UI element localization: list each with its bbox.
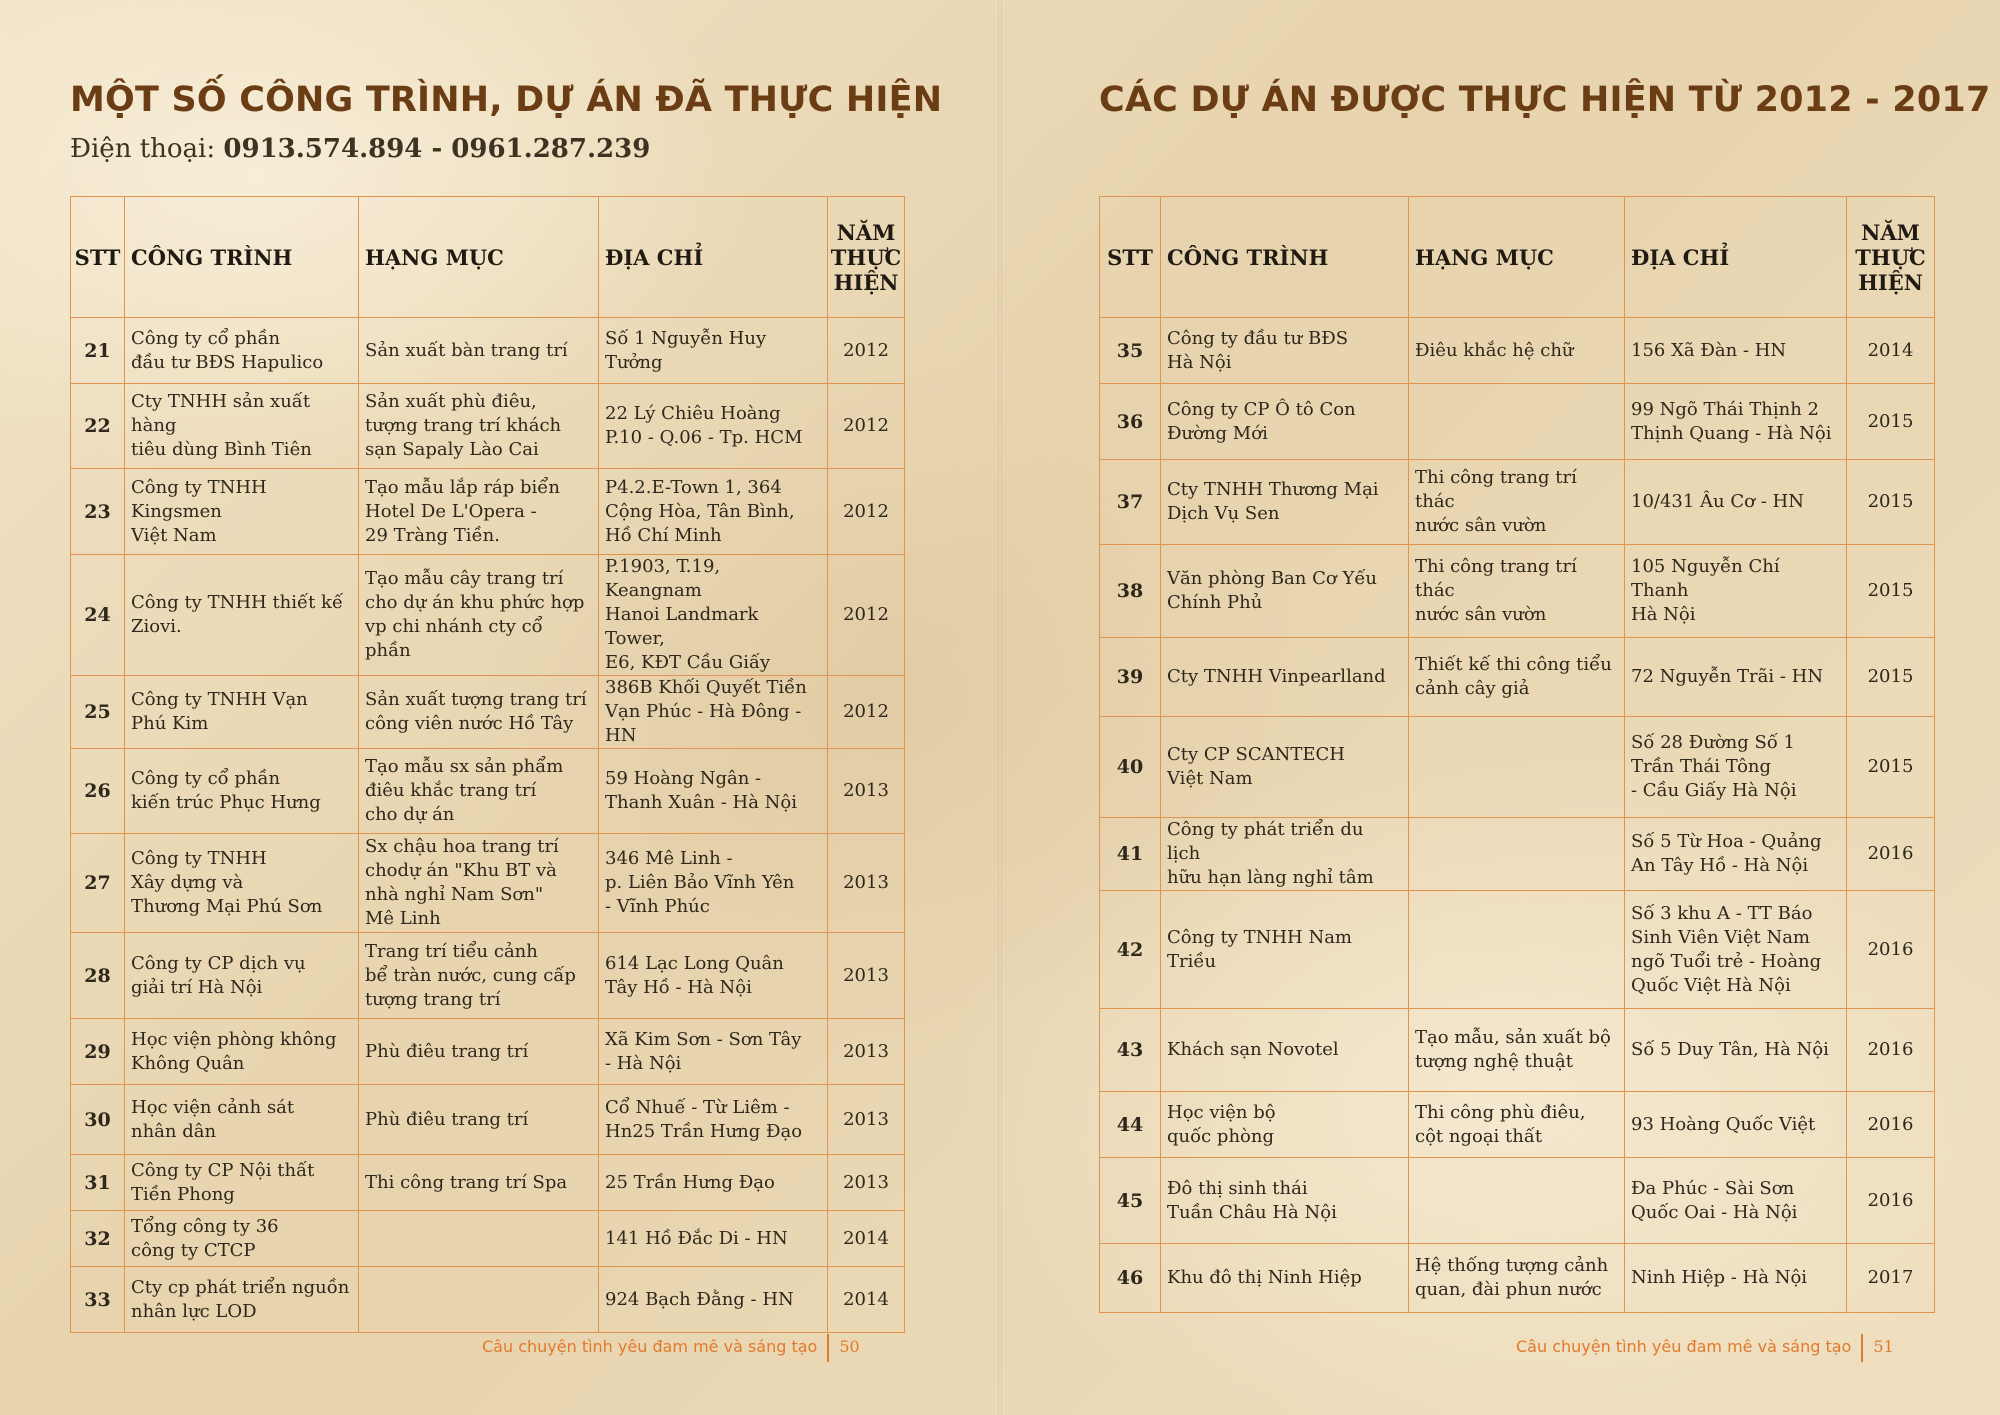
cell-dia-chi: 10/431 Âu Cơ - HN (1625, 460, 1847, 545)
cell-stt: 39 (1100, 638, 1161, 717)
cell-stt: 25 (71, 676, 125, 749)
cell-nam: 2013 (828, 1019, 905, 1085)
cell-cong-trinh: Cty TNHH Vinpearlland (1161, 638, 1409, 717)
cell-cong-trinh: Cty TNHH sản xuất hàng tiêu dùng Bình Tiên (125, 384, 359, 469)
table-header-row (1100, 197, 1935, 318)
table-row (1100, 318, 1935, 384)
cell-hang-muc (359, 1211, 599, 1267)
header-nam-thuc-hien: NĂM THỰC HIỆN (1847, 197, 1935, 318)
cell-dia-chi: 59 Hoàng Ngân - Thanh Xuân - Hà Nội (599, 749, 828, 834)
footer-divider (827, 1334, 829, 1362)
cell-hang-muc: Tạo mẫu lắp ráp biển Hotel De L'Opera - 29 Tràng Tiền. (359, 469, 599, 555)
cell-nam: 2014 (828, 1267, 905, 1333)
cell-nam: 2013 (828, 749, 905, 834)
cell-cong-trinh: Công ty CP Nội thất Tiền Phong (125, 1155, 359, 1211)
cell-cong-trinh: Công ty TNHH Nam Triều (1161, 891, 1409, 1009)
cell-dia-chi: 105 Nguyễn Chí Thanh Hà Nội (1625, 545, 1847, 638)
cell-dia-chi: Số 5 Từ Hoa - Quảng An Tây Hồ - Hà Nội (1625, 818, 1847, 891)
cell-dia-chi: P4.2.E-Town 1, 364 Cộng Hòa, Tân Bình, Hồ Chí Minh (599, 469, 828, 555)
cell-cong-trinh: Khu đô thị Ninh Hiệp (1161, 1244, 1409, 1313)
cell-hang-muc (1409, 891, 1625, 1009)
cell-cong-trinh: Cty CP SCANTECH Việt Nam (1161, 717, 1409, 818)
cell-nam: 2014 (1847, 318, 1935, 384)
cell-nam: 2012 (828, 384, 905, 469)
cell-hang-muc: Trang trí tiểu cảnh bể tràn nước, cung cấp tượng trang trí (359, 933, 599, 1019)
table-row (1100, 545, 1935, 638)
cell-dia-chi: 924 Bạch Đằng - HN (599, 1267, 828, 1333)
header-dia-chi: ĐỊA CHỈ (599, 197, 828, 318)
cell-cong-trinh: Công ty cổ phần kiến trúc Phục Hưng (125, 749, 359, 834)
table-row (1100, 638, 1935, 717)
cell-cong-trinh: Công ty TNHH Vạn Phú Kim (125, 676, 359, 749)
cell-stt: 44 (1100, 1092, 1161, 1158)
cell-hang-muc: Thi công phù điêu, cột ngoại thất (1409, 1092, 1625, 1158)
cell-nam: 2013 (828, 1155, 905, 1211)
cell-cong-trinh: Công ty đầu tư BĐS Hà Nội (1161, 318, 1409, 384)
cell-stt: 38 (1100, 545, 1161, 638)
header-dia-chi: ĐỊA CHỈ (1625, 197, 1847, 318)
cell-hang-muc (1409, 1158, 1625, 1244)
right-page-title: CÁC DỰ ÁN ĐƯỢC THỰC HIỆN TỪ 2012 - 2017 (1099, 80, 1991, 120)
cell-dia-chi: P.1903, T.19, Keangnam Hanoi Landmark Tower, E6, KĐT Cầu Giấy (599, 555, 828, 676)
header-stt: STT (1100, 197, 1161, 318)
cell-cong-trinh: Công ty CP dịch vụ giải trí Hà Nội (125, 933, 359, 1019)
phone-line (70, 134, 650, 164)
header-stt: STT (71, 197, 125, 318)
cell-nam: 2016 (1847, 818, 1935, 891)
cell-cong-trinh: Công ty phát triển du lịch hữu hạn làng nghỉ tâm (1161, 818, 1409, 891)
right-table-body (1100, 318, 1935, 1313)
cell-stt: 23 (71, 469, 125, 555)
table-row (71, 318, 905, 384)
table-row (71, 834, 905, 933)
cell-hang-muc: Sản xuất bàn trang trí (359, 318, 599, 384)
cell-hang-muc: Tạo mẫu sx sản phẩm điêu khắc trang trí cho dự án (359, 749, 599, 834)
cell-stt: 36 (1100, 384, 1161, 460)
cell-hang-muc: Phù điêu trang trí (359, 1085, 599, 1155)
cell-nam: 2013 (828, 834, 905, 933)
cell-hang-muc (1409, 717, 1625, 818)
cell-stt: 29 (71, 1019, 125, 1085)
cell-stt: 31 (71, 1155, 125, 1211)
cell-nam: 2013 (828, 933, 905, 1019)
page-gutter (998, 0, 1002, 1415)
cell-stt: 22 (71, 384, 125, 469)
cell-hang-muc: Thi công trang trí Spa (359, 1155, 599, 1211)
header-hang-muc: HẠNG MỤC (359, 197, 599, 318)
cell-nam: 2015 (1847, 460, 1935, 545)
cell-nam: 2015 (1847, 717, 1935, 818)
cell-nam: 2016 (1847, 1158, 1935, 1244)
cell-cong-trinh: Công ty TNHH Kingsmen Việt Nam (125, 469, 359, 555)
cell-cong-trinh: Văn phòng Ban Cơ Yếu Chính Phủ (1161, 545, 1409, 638)
cell-dia-chi: Số 3 khu A - TT Báo Sinh Viên Việt Nam ngõ Tuổi trẻ - Hoàng Quốc Việt Hà Nội (1625, 891, 1847, 1009)
cell-hang-muc: Tạo mẫu, sản xuất bộ tượng nghệ thuật (1409, 1009, 1625, 1092)
table-row (1100, 460, 1935, 545)
cell-stt: 37 (1100, 460, 1161, 545)
cell-cong-trinh: Khách sạn Novotel (1161, 1009, 1409, 1092)
cell-dia-chi: 25 Trần Hưng Đạo (599, 1155, 828, 1211)
cell-cong-trinh: Học viện phòng không Không Quân (125, 1019, 359, 1085)
table-row (1100, 1158, 1935, 1244)
cell-hang-muc: Sx chậu hoa trang trí chodự án "Khu BT và nhà nghỉ Nam Sơn" Mê Linh (359, 834, 599, 933)
cell-dia-chi: 614 Lạc Long Quân Tây Hồ - Hà Nội (599, 933, 828, 1019)
table-row (71, 469, 905, 555)
table-row (71, 1211, 905, 1267)
table-row (71, 1019, 905, 1085)
cell-dia-chi: 386B Khối Quyết Tiền Vạn Phúc - Hà Đông - HN (599, 676, 828, 749)
footer-divider (1861, 1334, 1863, 1362)
cell-nam: 2012 (828, 469, 905, 555)
cell-cong-trinh: Cty TNHH Thương Mại Dịch Vụ Sen (1161, 460, 1409, 545)
footer-tagline: Câu chuyện tình yêu đam mê và sáng tạo (1516, 1337, 1852, 1356)
table-header-row (71, 197, 905, 318)
table-row (71, 1155, 905, 1211)
cell-nam: 2012 (828, 318, 905, 384)
cell-dia-chi: 141 Hồ Đắc Di - HN (599, 1211, 828, 1267)
cell-stt: 28 (71, 933, 125, 1019)
header-hang-muc: HẠNG MỤC (1409, 197, 1625, 318)
cell-hang-muc: Điêu khắc hệ chữ (1409, 318, 1625, 384)
phone-label: Điện thoại: (70, 134, 224, 164)
table-row (1100, 1009, 1935, 1092)
page-number: 50 (839, 1337, 860, 1356)
table-row (71, 749, 905, 834)
cell-nam: 2012 (828, 676, 905, 749)
table-row (1100, 1244, 1935, 1313)
cell-cong-trinh: Công ty TNHH Xây dựng và Thương Mại Phú Sơn (125, 834, 359, 933)
cell-dia-chi: Xã Kim Sơn - Sơn Tây - Hà Nội (599, 1019, 828, 1085)
table-row (71, 933, 905, 1019)
cell-stt: 42 (1100, 891, 1161, 1009)
phone-number: 0913.574.894 - 0961.287.239 (223, 134, 651, 164)
cell-hang-muc: Hệ thống tượng cảnh quan, đài phun nước (1409, 1244, 1625, 1313)
right-footer (1516, 1333, 1894, 1361)
cell-nam: 2013 (828, 1085, 905, 1155)
table-row (1100, 1092, 1935, 1158)
cell-hang-muc: Phù điêu trang trí (359, 1019, 599, 1085)
left-footer (482, 1333, 860, 1361)
cell-dia-chi: Số 5 Duy Tân, Hà Nội (1625, 1009, 1847, 1092)
cell-hang-muc (359, 1267, 599, 1333)
cell-dia-chi: 99 Ngõ Thái Thịnh 2 Thịnh Quang - Hà Nội (1625, 384, 1847, 460)
footer-tagline: Câu chuyện tình yêu đam mê và sáng tạo (482, 1337, 818, 1356)
cell-nam: 2012 (828, 555, 905, 676)
cell-hang-muc (1409, 818, 1625, 891)
right-projects-table (1099, 196, 1935, 1313)
cell-dia-chi: 156 Xã Đàn - HN (1625, 318, 1847, 384)
table-row (1100, 818, 1935, 891)
cell-hang-muc: Thi công trang trí thác nước sân vườn (1409, 460, 1625, 545)
cell-nam: 2014 (828, 1211, 905, 1267)
table-row (71, 384, 905, 469)
table-row (71, 1267, 905, 1333)
cell-stt: 27 (71, 834, 125, 933)
table-row (71, 1085, 905, 1155)
cell-cong-trinh: Công ty cổ phần đầu tư BĐS Hapulico (125, 318, 359, 384)
cell-dia-chi: Số 28 Đường Số 1 Trần Thái Tông - Cầu Giấy Hà Nội (1625, 717, 1847, 818)
cell-stt: 32 (71, 1211, 125, 1267)
cell-dia-chi: Cổ Nhuế - Từ Liêm - Hn25 Trần Hưng Đạo (599, 1085, 828, 1155)
header-cong-trinh: CÔNG TRÌNH (1161, 197, 1409, 318)
cell-cong-trinh: Đô thị sinh thái Tuần Châu Hà Nội (1161, 1158, 1409, 1244)
cell-cong-trinh: Cty cp phát triển nguồn nhân lực LOD (125, 1267, 359, 1333)
page-number: 51 (1873, 1337, 1894, 1356)
cell-hang-muc: Thi công trang trí thác nước sân vườn (1409, 545, 1625, 638)
cell-dia-chi: Đa Phúc - Sài Sơn Quốc Oai - Hà Nội (1625, 1158, 1847, 1244)
cell-hang-muc: Thiết kế thi công tiểu cảnh cây giả (1409, 638, 1625, 717)
table-row (1100, 717, 1935, 818)
cell-stt: 33 (71, 1267, 125, 1333)
header-nam-thuc-hien: NĂM THỰC HIỆN (828, 197, 905, 318)
cell-cong-trinh: Công ty TNHH thiết kế Ziovi. (125, 555, 359, 676)
cell-dia-chi: 346 Mê Linh - p. Liên Bảo Vĩnh Yên - Vĩnh Phúc (599, 834, 828, 933)
cell-nam: 2016 (1847, 891, 1935, 1009)
cell-dia-chi: 72 Nguyễn Trãi - HN (1625, 638, 1847, 717)
left-page-title: MỘT SỐ CÔNG TRÌNH, DỰ ÁN ĐÃ THỰC HIỆN (70, 80, 943, 120)
cell-hang-muc: Sản xuất tượng trang trí công viên nước Hồ Tây (359, 676, 599, 749)
cell-hang-muc: Tạo mẫu cây trang trí cho dự án khu phức hợp vp chi nhánh cty cổ phần (359, 555, 599, 676)
cell-dia-chi: 22 Lý Chiêu Hoàng P.10 - Q.06 - Tp. HCM (599, 384, 828, 469)
cell-stt: 43 (1100, 1009, 1161, 1092)
cell-stt: 26 (71, 749, 125, 834)
cell-stt: 41 (1100, 818, 1161, 891)
cell-nam: 2016 (1847, 1092, 1935, 1158)
cell-stt: 35 (1100, 318, 1161, 384)
cell-nam: 2017 (1847, 1244, 1935, 1313)
cell-stt: 21 (71, 318, 125, 384)
cell-stt: 45 (1100, 1158, 1161, 1244)
cell-nam: 2015 (1847, 638, 1935, 717)
cell-nam: 2015 (1847, 384, 1935, 460)
table-row (71, 676, 905, 749)
table-row (1100, 384, 1935, 460)
left-projects-table (70, 196, 905, 1333)
cell-dia-chi: Ninh Hiệp - Hà Nội (1625, 1244, 1847, 1313)
cell-hang-muc (1409, 384, 1625, 460)
cell-stt: 24 (71, 555, 125, 676)
cell-cong-trinh: Học viện cảnh sát nhân dân (125, 1085, 359, 1155)
cell-dia-chi: Số 1 Nguyễn Huy Tưởng (599, 318, 828, 384)
table-row (71, 555, 905, 676)
cell-cong-trinh: Công ty CP Ô tô Con Đường Mới (1161, 384, 1409, 460)
cell-stt: 46 (1100, 1244, 1161, 1313)
cell-dia-chi: 93 Hoàng Quốc Việt (1625, 1092, 1847, 1158)
header-cong-trinh: CÔNG TRÌNH (125, 197, 359, 318)
cell-cong-trinh: Tổng công ty 36 công ty CTCP (125, 1211, 359, 1267)
cell-hang-muc: Sản xuất phù điêu, tượng trang trí khách sạn Sapaly Lào Cai (359, 384, 599, 469)
cell-nam: 2015 (1847, 545, 1935, 638)
cell-stt: 40 (1100, 717, 1161, 818)
cell-nam: 2016 (1847, 1009, 1935, 1092)
table-row (1100, 891, 1935, 1009)
cell-cong-trinh: Học viện bộ quốc phòng (1161, 1092, 1409, 1158)
cell-stt: 30 (71, 1085, 125, 1155)
left-table-body (71, 318, 905, 1333)
